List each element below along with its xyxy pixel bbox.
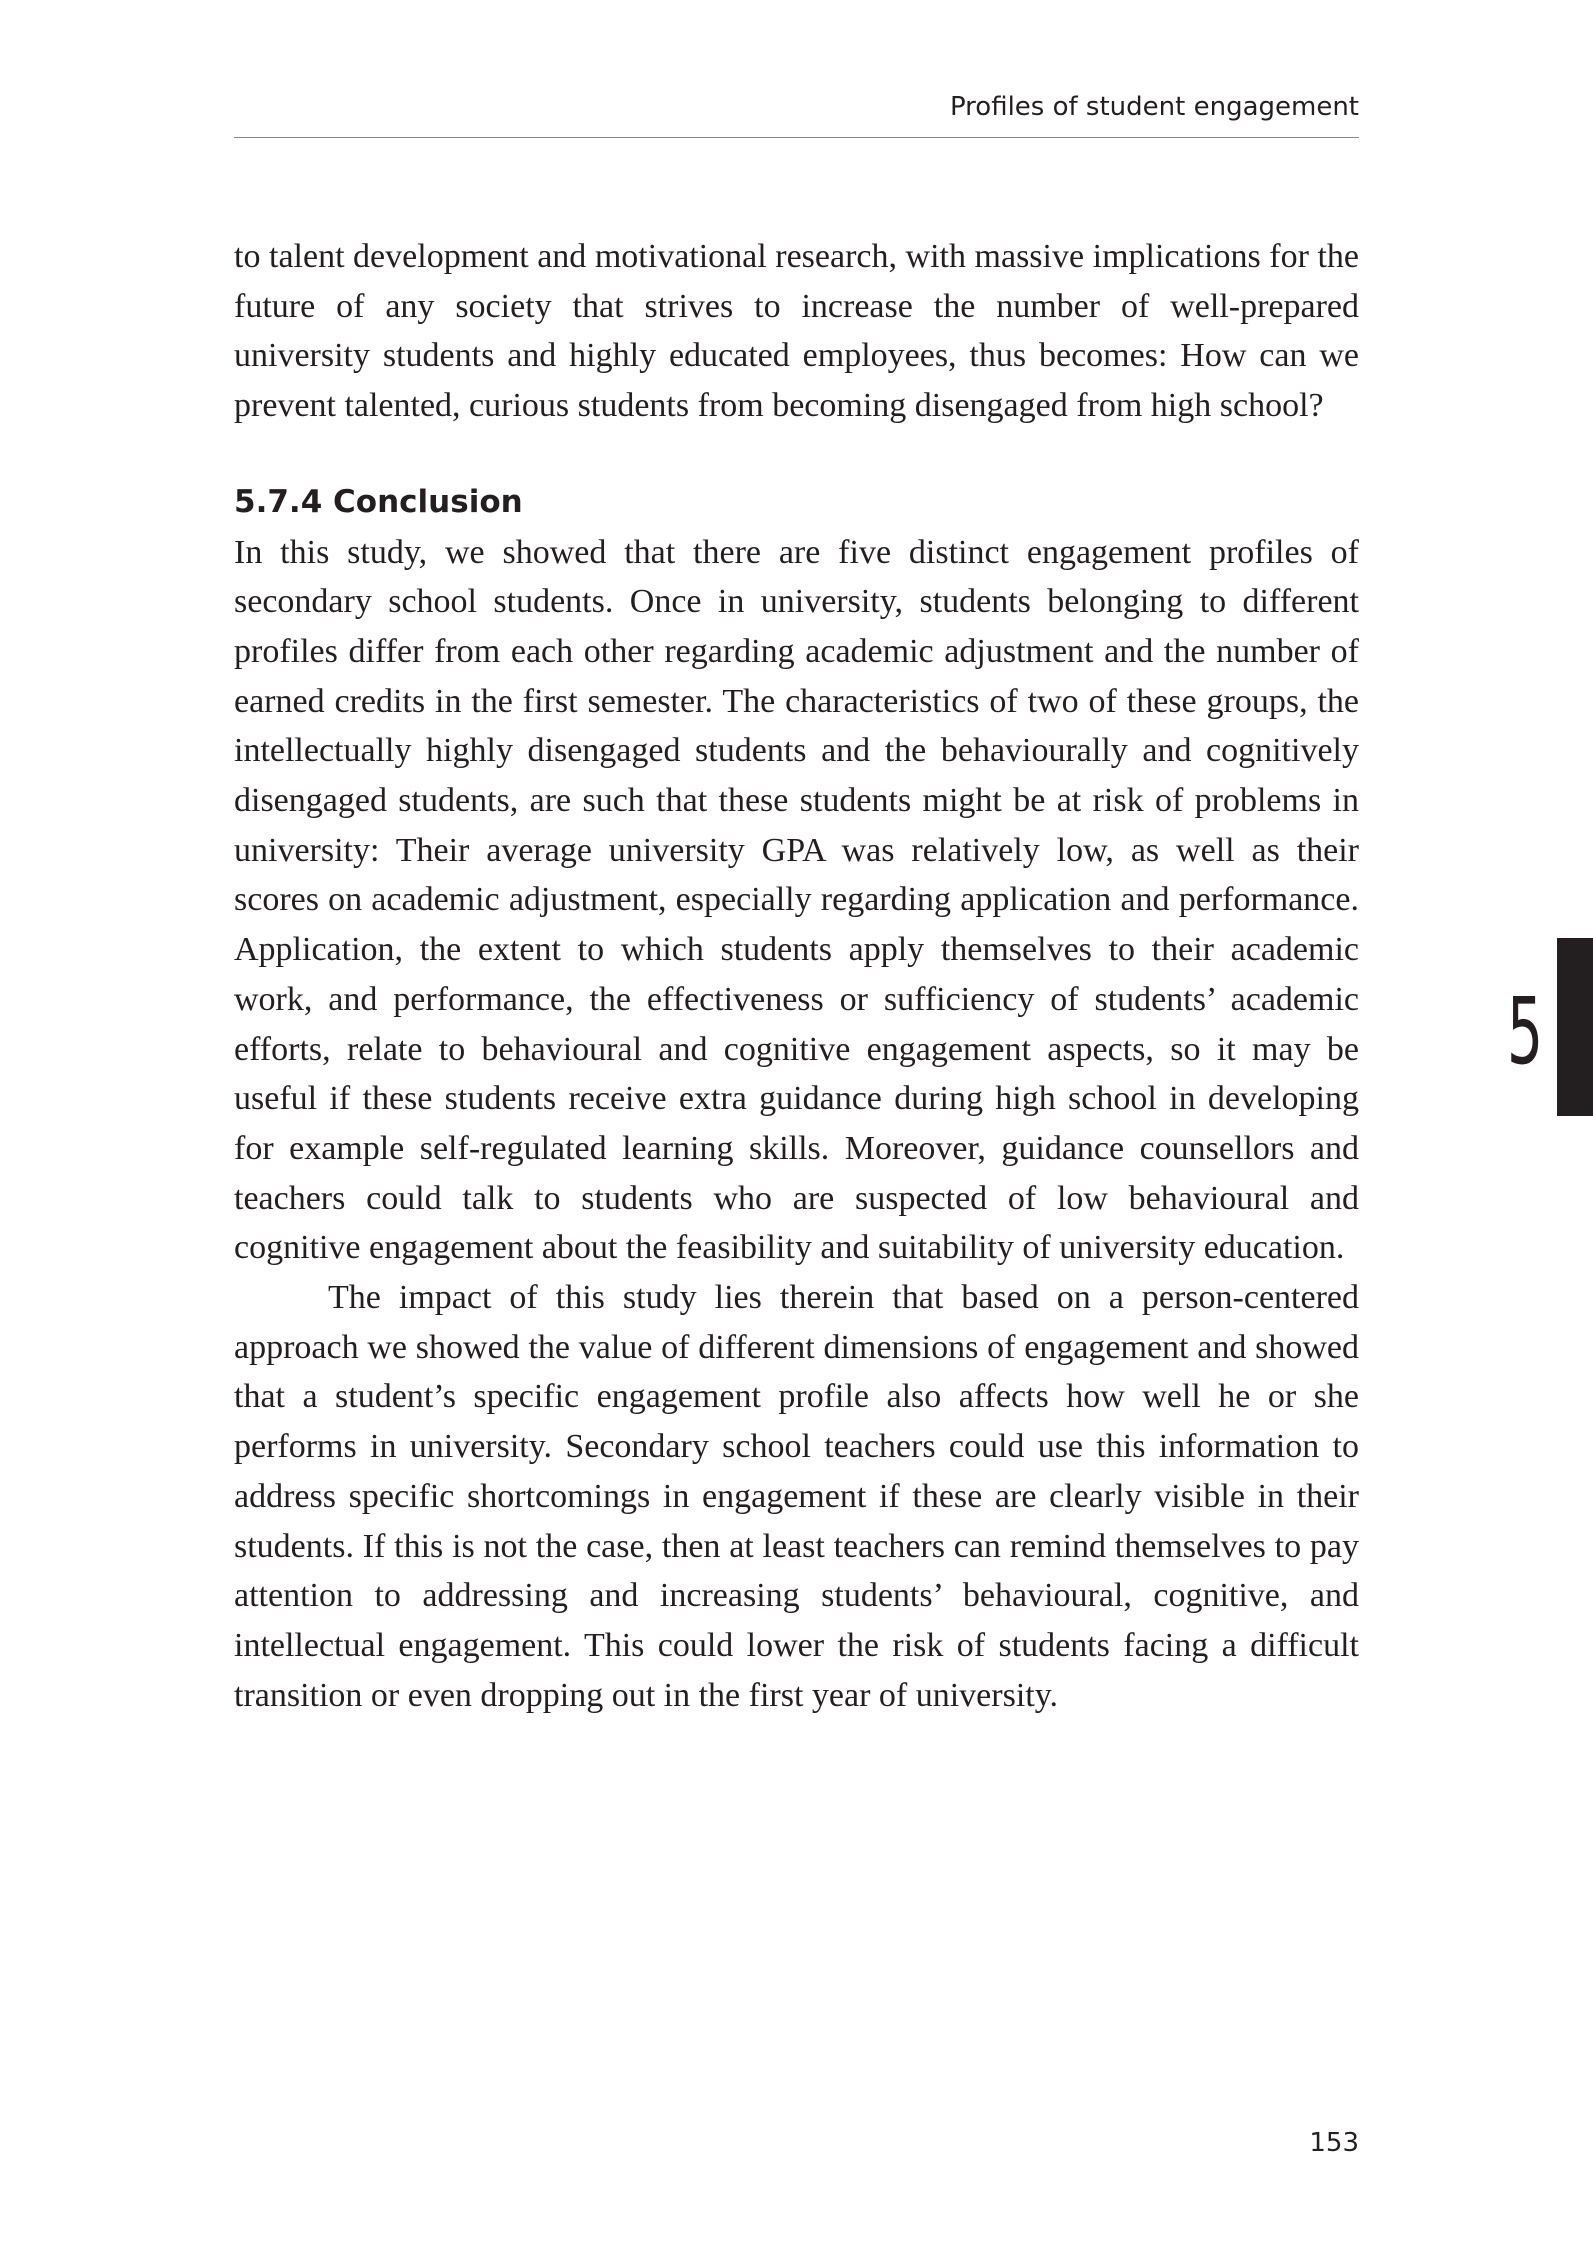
section-heading: 5.7.4 Conclusion [234,483,523,520]
paragraph-continuation: to talent development and motivational research, with massive implications for the future of any society that strives to increase the number of well-prepared university students and highly educated employees, thus becomes: How can we prevent talented, curious students from becoming disengaged from high school? [234,238,1359,425]
chapter-thumb-tab [1557,938,1593,1116]
paragraph-impact: The impact of this study lies therein that based on a person-centered approach we showed the value of different dimensions of engagement and showed that a student’s specific engagement profile also affects how well he or she performs in university. Secondary school teachers could use this information to address specific shortcomings in engagement if these are clearly visible in their students. If this is not the case, then at least teachers can remind themselves to pay attention to addressing and increasing students’ behavioural, cognitive, and intellectual engagement. This could lower the risk of students facing a difficult transition or even dropping out in the first year of university. [234,1279,1359,1714]
page-body [234,232,1359,1720]
running-header: Profiles of student engagement [949,92,1359,122]
header-divider [234,137,1359,138]
chapter-number: 5 [1506,978,1544,1085]
paragraph-conclusion: In this study, we showed that there are five distinct engagement profiles of secondary school students. Once in university, students belonging to different profiles differ from each other regarding academic adjustment and the number of earned credits in the first semester. The characteristics of two of these groups, the intellectually highly disengaged students and the behaviourally and cognitively disengaged students, are such that these students might be at risk of problems in university: Their average university GPA was relatively low, as well as their scores on academic adjustment, especially regarding application and performance. Application, the extent to which students apply themselves to their academic work, and performance, the effectiveness or sufficiency of students’ academic efforts, relate to behavioural and cognitive engagement aspects, so it may be useful if these students receive extra guidance during high school in developing for example self-regulated learning skills. Moreover, guidance counsellors and teachers could talk to students who are suspected of low behavioural and cognitive engagement about the feasibility and suitability of university education. [234,533,1359,1267]
page-number: 153 [1309,2128,1359,2158]
